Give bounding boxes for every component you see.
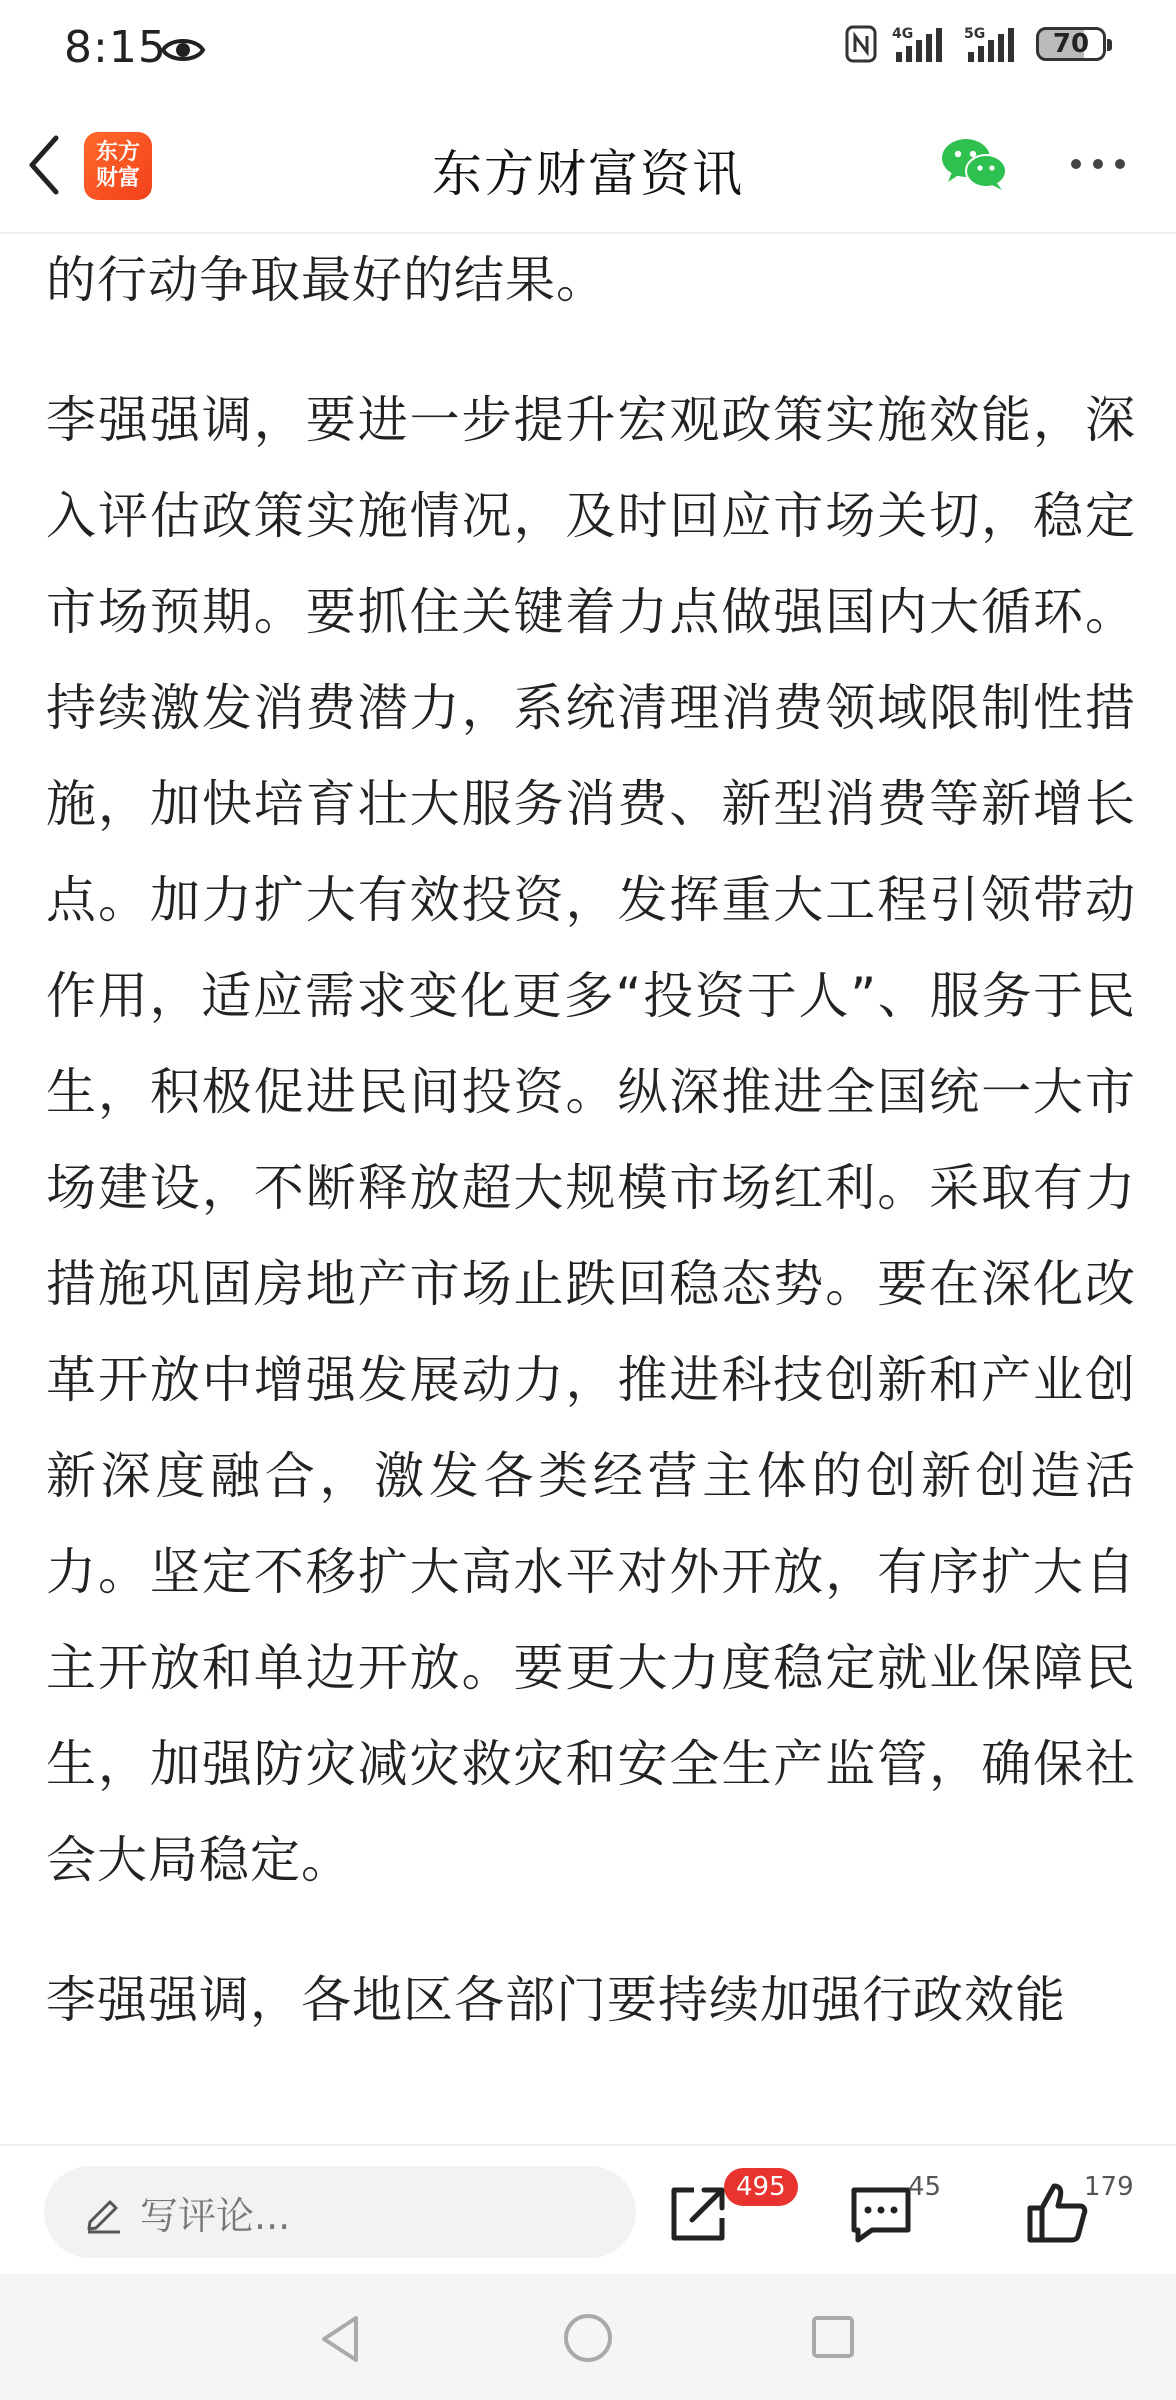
bottom-action-bar bbox=[0, 2144, 1176, 2274]
status-time: 8:15 bbox=[64, 22, 167, 73]
more-options-icon[interactable] bbox=[1068, 156, 1128, 172]
signal-5g-icon bbox=[964, 24, 1022, 64]
article-paragraph: 李强强调，要进一步提升宏观政策实施效能，深入评估政策实施情况，及时回应市场关切，稳定市场预期。要抓住关键着力点做强国内大循环。持续激发消费潜力，系统清理消费领域限制性措施，加快培育壮大服务消费、新型消费等新增长点。加力扩大有效投资，发挥重大工程引领带动作用，适应需求变化更多“投资于人”、服务于民生，积极促进民间投资。纵深推进全国统一大市场建设，不断释放超大规模市场红利。采取有力措施巩固房地产市场止跌回稳态势。要在深化改革开放中增强发展动力，推进科技创新和产业创新深度融合，激发各类经营主体的创新创造活力。坚定不移扩大高水平对外开放，有序扩大自主开放和单边开放。要更大力度稳定就业保障民生，加强防灾减灾救灾和安全生产监管，确保社会大局稳定。 bbox=[46, 391, 1136, 1889]
pencil-icon bbox=[84, 2190, 124, 2234]
logo-line-2: 财富 bbox=[95, 166, 140, 191]
nav-home-icon[interactable] bbox=[562, 2312, 614, 2364]
app-header bbox=[0, 100, 1176, 234]
signal-4g-icon bbox=[892, 24, 950, 64]
like-button[interactable] bbox=[1022, 2178, 1092, 2248]
thumbs-up-icon bbox=[1022, 2178, 1092, 2248]
comments-button[interactable] bbox=[846, 2178, 916, 2248]
article-paragraph: 的行动争取最好的结果。 bbox=[46, 251, 607, 309]
nav-back-icon[interactable] bbox=[316, 2312, 364, 2366]
comment-placeholder: 写评论... bbox=[140, 2193, 291, 2238]
network-5g-label: 5G bbox=[964, 26, 986, 42]
comment-input[interactable] bbox=[44, 2166, 636, 2258]
system-nav-bar bbox=[0, 2274, 1176, 2400]
page-title: 东方财富资讯 bbox=[432, 145, 744, 203]
like-count: 179 bbox=[1084, 2172, 1134, 2202]
article-paragraph: 李强强调，各地区各部门要持续加强行政效能 bbox=[46, 1971, 1066, 2029]
eye-icon bbox=[160, 32, 206, 68]
share-count-badge: 495 bbox=[724, 2168, 798, 2206]
wechat-share-icon[interactable] bbox=[940, 136, 1008, 192]
logo-line-1: 东方 bbox=[95, 140, 140, 165]
battery-indicator: 70 bbox=[1036, 27, 1106, 61]
status-bar bbox=[0, 0, 1176, 100]
article-body bbox=[46, 234, 1136, 2144]
network-4g-label: 4G bbox=[892, 26, 914, 42]
status-icons bbox=[844, 24, 1106, 64]
nav-recent-apps-icon[interactable] bbox=[810, 2314, 856, 2360]
comment-bubble-icon bbox=[846, 2178, 916, 2248]
comment-count: 45 bbox=[908, 2172, 942, 2202]
nfc-icon bbox=[844, 24, 878, 64]
